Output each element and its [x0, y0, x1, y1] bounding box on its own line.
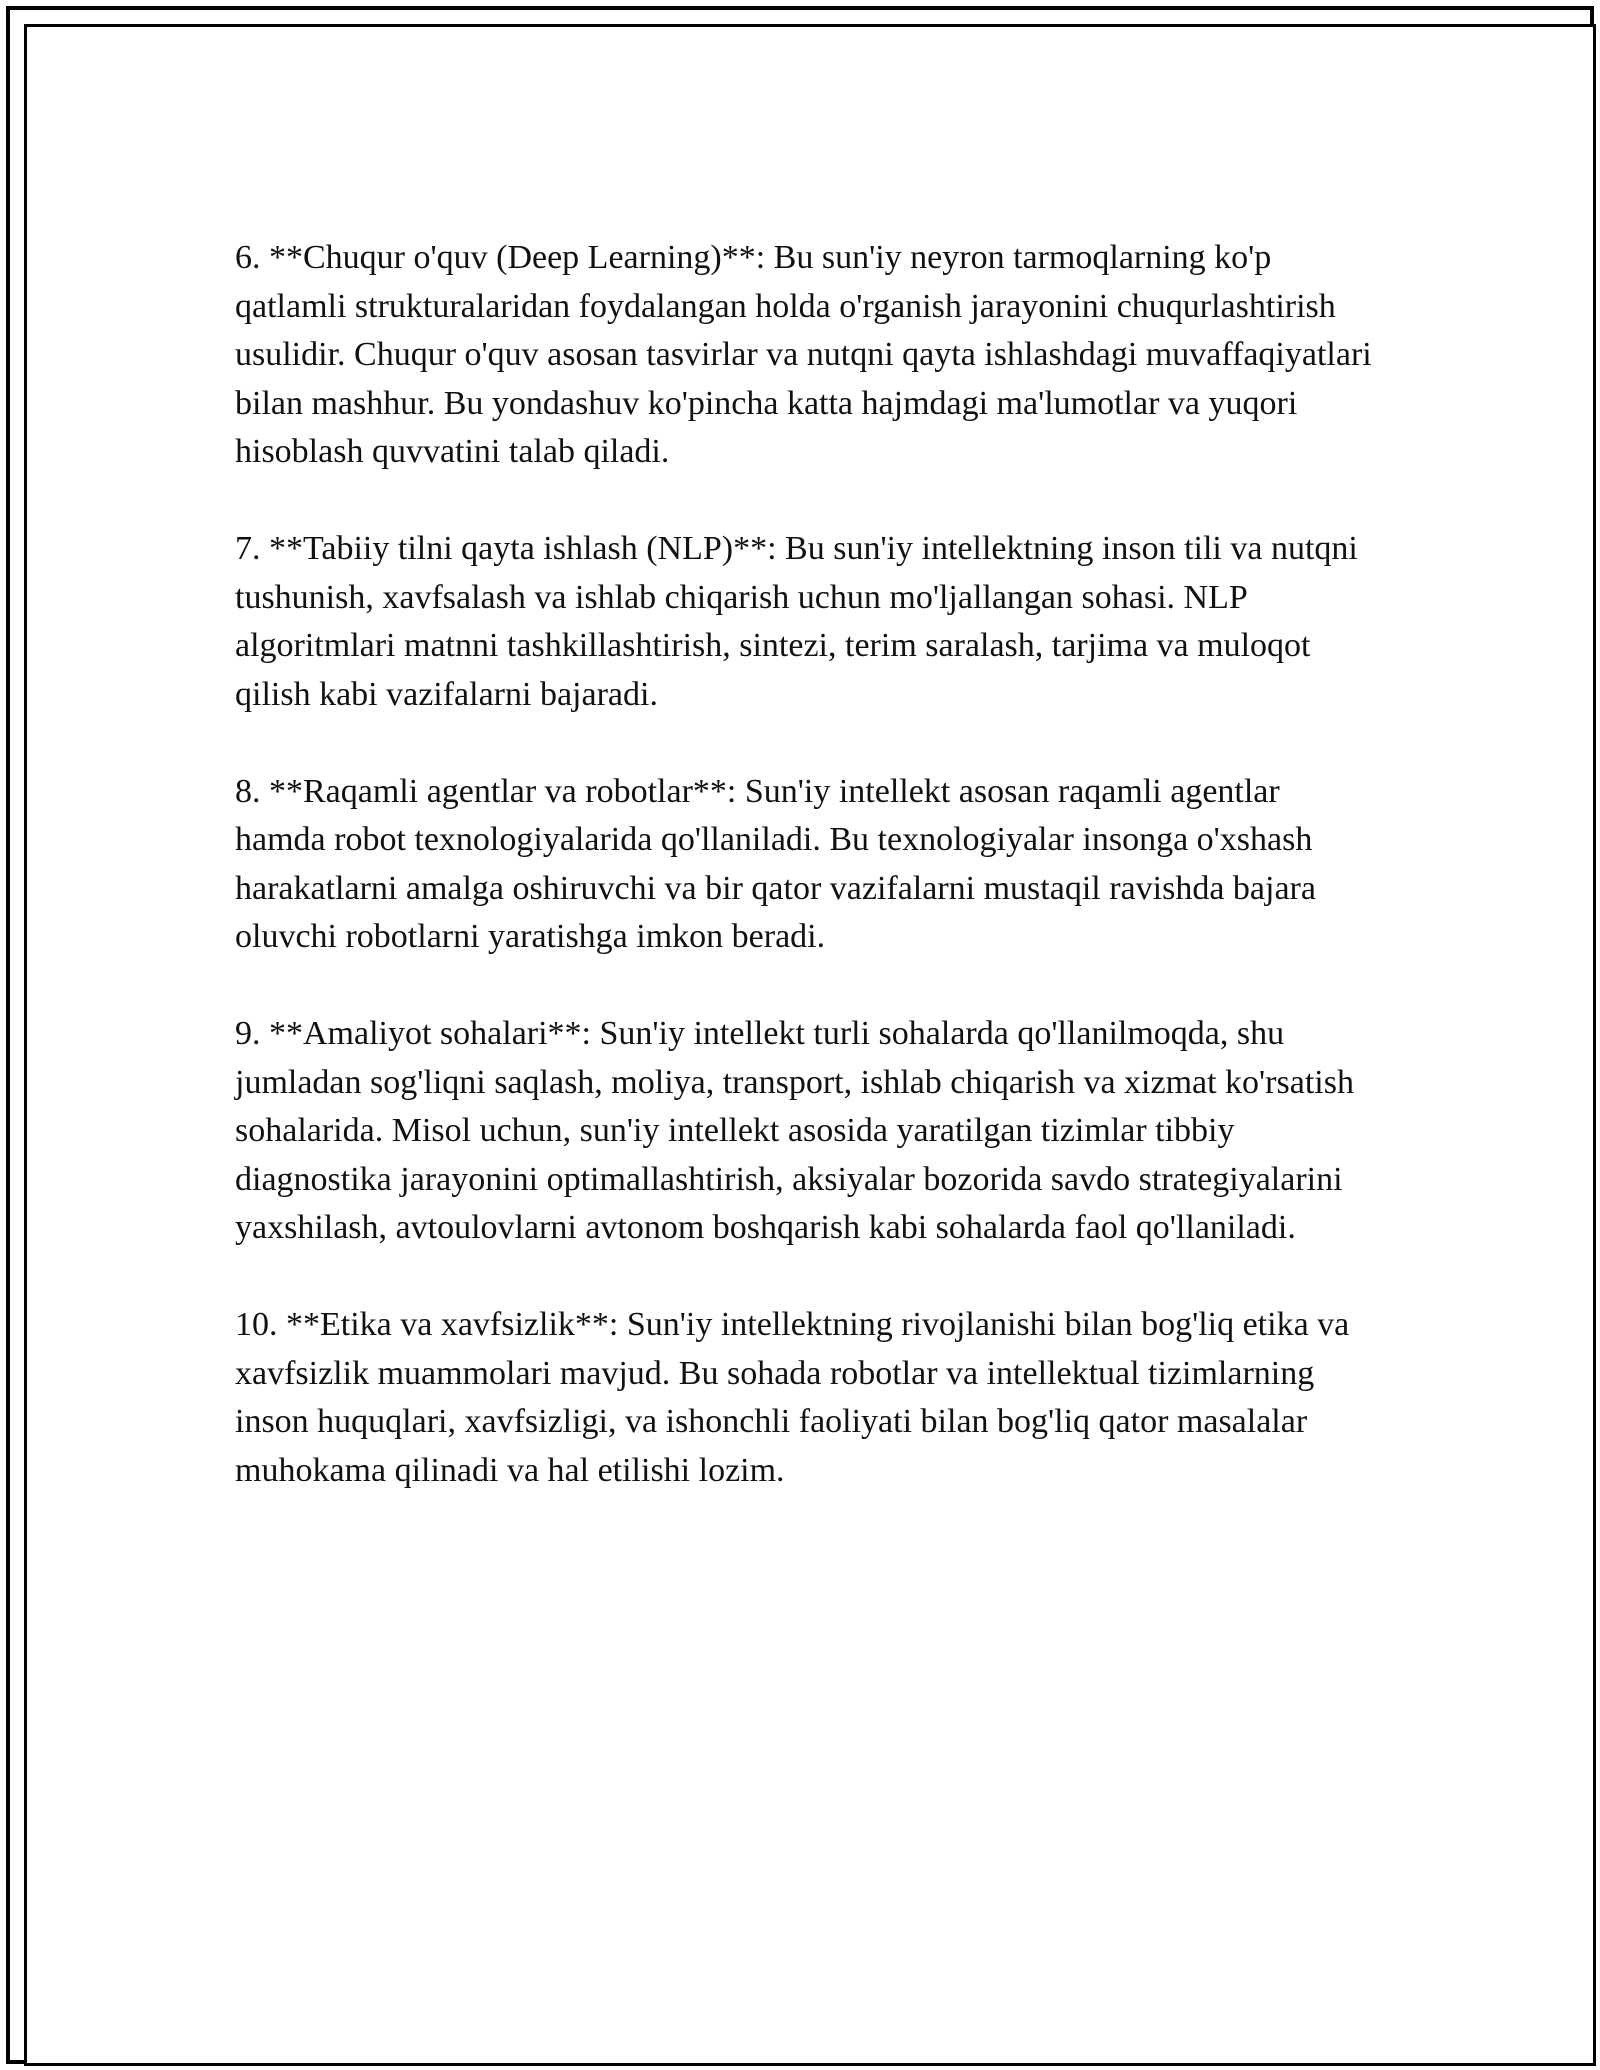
paragraph-digital-agents-robots: 8. **Raqamli agentlar va robotlar**: Sun'iy intellekt asosan raqamli agentlar hamda robot texnologiyalarida qo'llaniladi. Bu texnologiyalar insonga o'xshash harakatlarni amalga oshiruvchi va bir qator vazifalarni mustaqil ravishda bajara oluvchi robotlarni yaratishga imkon beradi.: [235, 772, 1316, 955]
document-body: [235, 234, 1375, 1495]
paragraph-deep-learning: 6. **Chuqur o'quv (Deep Learning)**: Bu sun'iy neyron tarmoqlarning ko'p qatlamli strukturalaridan foydalangan holda o'rganish jarayonini chuqurlashtirish usulidir. Chuqur o'quv asosan tasvirlar va nutqni qayta ishlashdagi muvaffaqiyatlari bilan mashhur. Bu yondashuv ko'pincha katta hajmdagi ma'lumotlar va yuqori hisoblash quvvatini talab qiladi.: [235, 239, 1372, 470]
paragraph-nlp: 7. **Tabiiy tilni qayta ishlash (NLP)**: Bu sun'iy intellektning inson tili va nutqni tushunish, xavfsalash va ishlab chiqarish uchun mo'ljallangan sohasi. NLP algoritmlari matnni tashkillashtirish, sintezi, terim saralash, tarjima va muloqot qilish kabi vazifalarni bajaradi.: [235, 530, 1358, 713]
paragraph-ethics-security: 10. **Etika va xavfsizlik**: Sun'iy intellektning rivojlanishi bilan bog'liq etika va xavfsizlik muammolari mavjud. Bu sohada robotlar va intellektual tizimlarning inson huquqlari, xavfsizligi, va ishonchli faoliyati bilan bog'liq qator masalalar muhokama qilinadi va hal etilishi lozim.: [235, 1306, 1350, 1489]
paragraph-application-areas: 9. **Amaliyot sohalari**: Sun'iy intellekt turli sohalarda qo'llanilmoqda, shu jumladan sog'liqni saqlash, moliya, transport, ishlab chiqarish va xizmat ko'rsatish sohalarida. Misol uchun, sun'iy intellekt asosida yaratilgan tizimlar tibbiy diagnostika jarayonini optimallashtirish, aksiyalar bozorida savdo strategiyalarini yaxshilash, avtoulovlarni avtonom boshqarish kabi sohalarda faol qo'llaniladi.: [235, 1015, 1354, 1246]
